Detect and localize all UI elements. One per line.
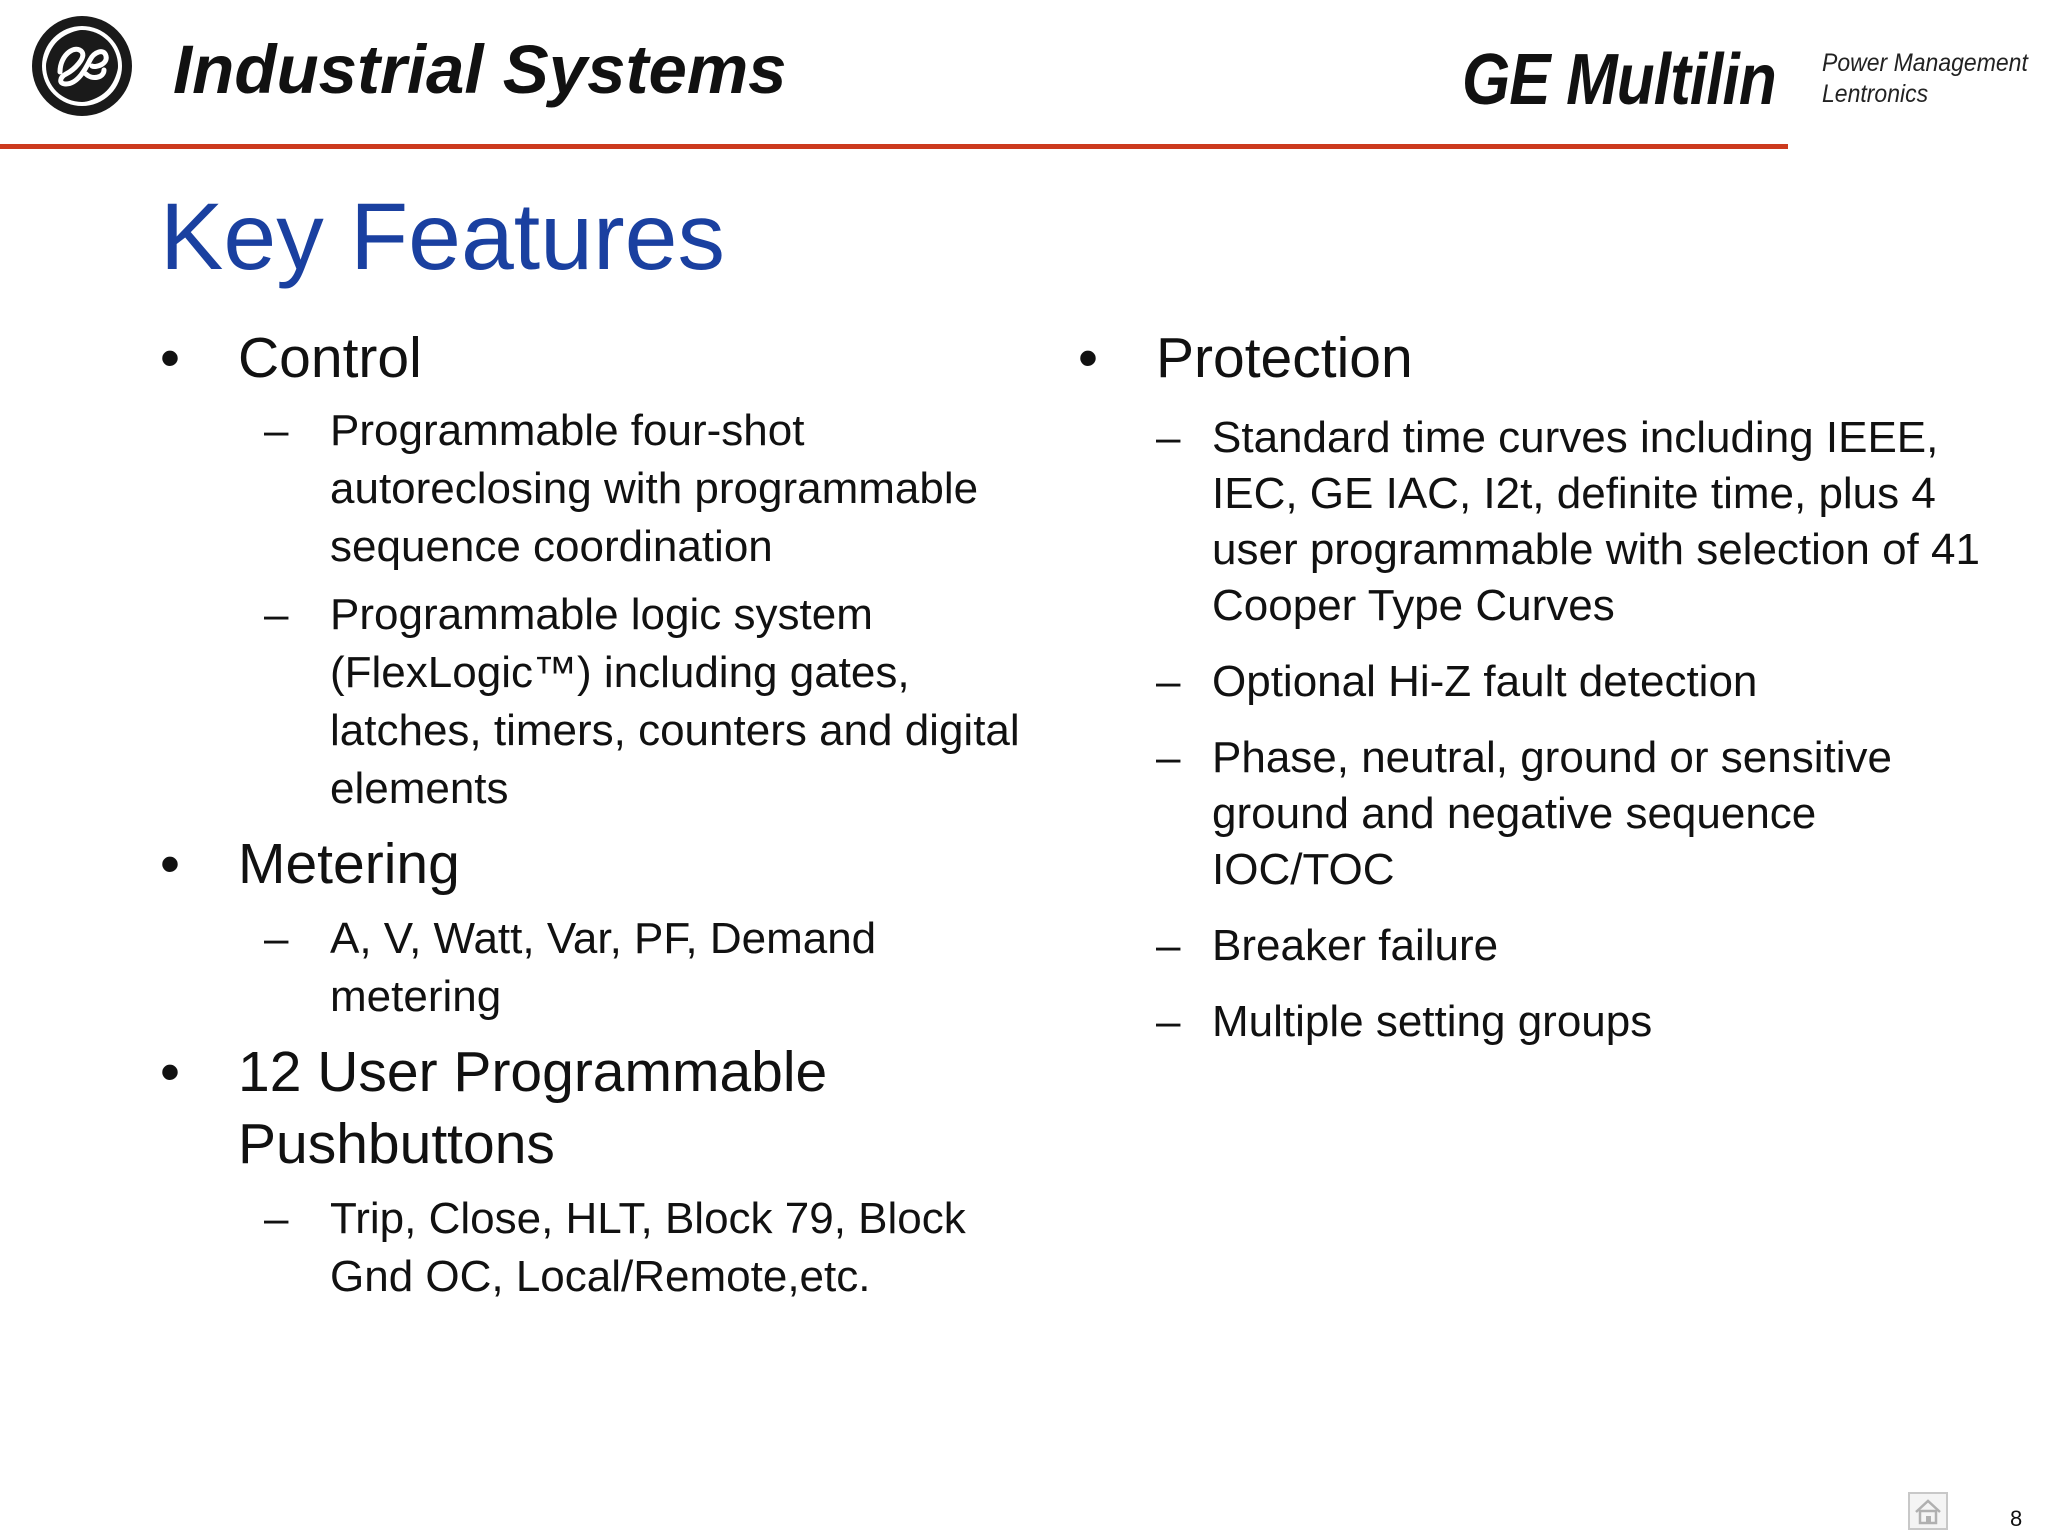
dash-marker: – <box>264 406 289 455</box>
sub-bullet-metering <box>160 910 1040 1026</box>
bullet-protection <box>1078 322 2008 394</box>
dash-marker: – <box>1156 921 1181 970</box>
bullet-protection-heading: Protection <box>1156 326 1413 390</box>
bullet-marker: • <box>160 832 180 896</box>
sub-bullet-text: Programmable four-shot autoreclosing with programmable sequence coordination <box>330 406 979 571</box>
bullet-control-heading: Control <box>238 326 422 390</box>
ge-logo-icon <box>30 14 134 118</box>
sub-bullet-time-curves <box>1078 410 2008 634</box>
slide-title: Key Features <box>160 184 725 290</box>
sub-bullet-breaker-failure <box>1078 918 2008 974</box>
page-number: 8 <box>2010 1506 2023 1531</box>
sub-bullet-hi-z <box>1078 654 2008 710</box>
sub-bullet-text: Optional Hi-Z fault detection <box>1212 657 1758 706</box>
brand-subtitle <box>1822 48 2028 110</box>
right-column <box>1078 322 2008 1050</box>
header-title: Industrial Systems <box>173 31 787 108</box>
home-icon[interactable] <box>1908 1492 1948 1530</box>
bullet-pushbuttons-heading: 12 User Programmable Pushbuttons <box>238 1040 828 1176</box>
sub-bullet-text: Multiple setting groups <box>1212 997 1653 1046</box>
dash-marker: – <box>264 590 289 639</box>
brand-sub-line2: Lentronics <box>1822 80 1929 108</box>
dash-marker: – <box>1156 657 1181 706</box>
bullet-control <box>160 322 1040 394</box>
dash-marker: – <box>1156 413 1181 462</box>
brand-sub-line1: Power Management <box>1822 49 2028 77</box>
sub-bullet-text: Phase, neutral, ground or sensitive ground and negative sequence IOC/TOC <box>1212 733 1892 894</box>
sub-bullet-flexlogic <box>160 586 1040 818</box>
bullet-marker: • <box>1078 326 1098 390</box>
sub-bullet-text: Programmable logic system (FlexLogic™) including gates, latches, timers, counters and digital elements <box>330 590 1020 813</box>
dash-marker: – <box>264 914 289 963</box>
dash-marker: – <box>1156 997 1181 1046</box>
bullet-pushbuttons <box>160 1036 1040 1180</box>
sub-bullet-text: Breaker failure <box>1212 921 1499 970</box>
brand-name: GE Multilin <box>1462 40 1776 120</box>
bullet-marker: • <box>160 326 180 390</box>
sub-bullet-text: Trip, Close, HLT, Block 79, Block Gnd OC, Local/Remote,etc. <box>330 1194 966 1301</box>
bullet-metering <box>160 828 1040 900</box>
header-divider <box>0 144 1788 149</box>
left-column <box>160 322 1040 1306</box>
sub-bullet-text: A, V, Watt, Var, PF, Demand metering <box>330 914 877 1021</box>
sub-bullet-autoreclosing <box>160 402 1040 576</box>
bullet-metering-heading: Metering <box>238 832 460 896</box>
sub-bullet-setting-groups <box>1078 994 2008 1050</box>
sub-bullet-ioc-toc <box>1078 730 2008 898</box>
dash-marker: – <box>264 1194 289 1243</box>
sub-bullet-text: Standard time curves including IEEE, IEC, GE IAC, I2t, definite time, plus 4 user programmable with selection of 41 Cooper Type Curves <box>1212 413 1980 630</box>
dash-marker: – <box>1156 733 1181 782</box>
sub-bullet-pushbutton-functions <box>160 1190 1040 1306</box>
bullet-marker: • <box>160 1040 180 1104</box>
